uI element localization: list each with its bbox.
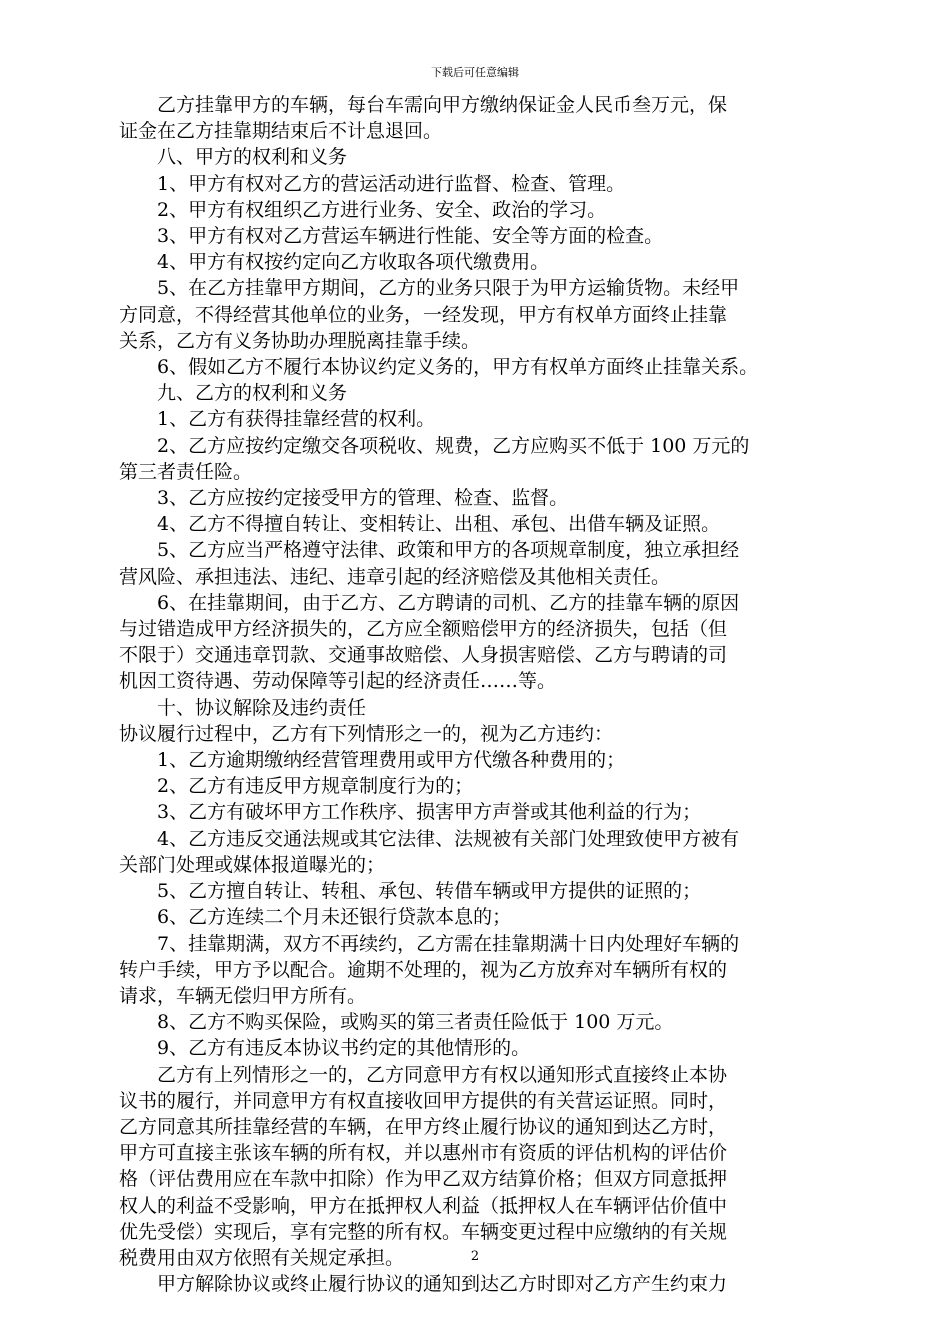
page-footer (0, 1249, 950, 1265)
text-line: 关部门处理或媒体报道曝光的； (119, 853, 386, 876)
text-line: 3、甲方有权对乙方营运车辆进行性能、安全等方面的检查。 (157, 225, 664, 248)
text-line: 不限于）交通违章罚款、交通事故赔偿、人身损害赔偿、乙方与聘请的司 (119, 644, 728, 667)
text-line: 证金在乙方挂靠期结束后不计息退回。 (119, 120, 443, 143)
text-line: 9、乙方有违反本协议书约定的其他情形的。 (157, 1037, 531, 1060)
text-line: 6、假如乙方不履行本协议约定义务的，甲方有权单方面终止挂靠关系。 (157, 356, 759, 379)
text-line: 乙方挂靠甲方的车辆，每台车需向甲方缴纳保证金人民币叁万元，保 (157, 94, 728, 116)
text-line: 优先受偿）实现后，享有完整的所有权。车辆变更过程中应缴纳的有关规 (119, 1220, 728, 1243)
text-line: 税费用由双方依照有关规定承担。 (119, 1246, 405, 1269)
text-line: 2、乙方应按约定缴交各项税收、规费，乙方应购买不低于 100 万元的 (157, 434, 750, 457)
page-header (0, 66, 950, 80)
text-line: 转户手续，甲方予以配合。逾期不处理的，视为乙方放弃对车辆所有权的 (119, 958, 728, 981)
text-line: 7、挂靠期满，双方不再续约，乙方需在挂靠期满十日内处理好车辆的 (157, 932, 740, 955)
text-line: 甲方可直接主张该车辆的所有权，并以惠州市有资质的评估机构的评估价 (119, 1142, 728, 1165)
text-line: 格（评估费用应在车款中扣除）作为甲乙双方结算价格；但双方同意抵押 (119, 1168, 728, 1191)
text-line: 4、甲方有权按约定向乙方收取各项代缴费用。 (157, 251, 550, 274)
text-line: 八、甲方的权利和义务 (157, 146, 348, 169)
page-number: 2 (470, 1249, 480, 1264)
text-line: 协议履行过程中，乙方有下列情形之一的，视为乙方违约： (119, 722, 614, 745)
text-line: 8、乙方不购买保险，或购买的第三者责任险低于 100 万元。 (157, 1011, 674, 1034)
text-line: 2、甲方有权组织乙方进行业务、安全、政治的学习。 (157, 198, 607, 221)
text-line: 1、甲方有权对乙方的营运活动进行监督、检查、管理。 (157, 172, 626, 195)
text-line: 1、乙方有获得挂靠经营的权利。 (157, 408, 436, 431)
text-line: 6、乙方连续二个月未还银行贷款本息的； (157, 906, 512, 929)
text-line: 机因工资待遇、劳动保障等引起的经济责任……等。 (119, 670, 557, 693)
text-line: 4、乙方违反交通法规或其它法律、法规被有关部门处理致使甲方被有 (157, 827, 740, 850)
text-line: 2、乙方有违反甲方规章制度行为的； (157, 775, 474, 798)
header-text: 下载后可任意编辑 (431, 66, 519, 79)
text-line: 九、乙方的权利和义务 (157, 382, 348, 405)
text-line: 第三者责任险。 (119, 460, 253, 483)
text-line: 3、乙方应按约定接受甲方的管理、检查、监督。 (157, 487, 569, 510)
text-line: 4、乙方不得擅自转让、变相转让、出租、承包、出借车辆及证照。 (157, 513, 721, 536)
text-line: 方同意，不得经营其他单位的业务，一经发现，甲方有权单方面终止挂靠 (119, 303, 728, 326)
text-line: 6、在挂靠期间，由于乙方、乙方聘请的司机、乙方的挂靠车辆的原因 (157, 591, 740, 614)
text-line: 请求，车辆无偿归甲方所有。 (119, 984, 367, 1007)
text-line: 营风险、承担违法、违纪、违章引起的经济赔偿及其他相关责任。 (119, 565, 671, 588)
text-line: 3、乙方有破坏甲方工作秩序、损害甲方声誉或其他利益的行为； (157, 801, 702, 824)
text-line: 十、协议解除及违约责任 (157, 696, 367, 719)
text-line: 5、在乙方挂靠甲方期间，乙方的业务只限于为甲方运输货物。未经甲 (157, 277, 740, 300)
text-line: 议书的履行，并同意甲方有权直接收回甲方提供的有关营运证照。同时， (119, 1089, 728, 1112)
text-line: 关系，乙方有义务协助办理脱离挂靠手续。 (119, 329, 481, 352)
text-line: 乙方有上列情形之一的，乙方同意甲方有权以通知形式直接终止本协 (157, 1063, 728, 1086)
text-line: 5、乙方应当严格遵守法律、政策和甲方的各项规章制度，独立承担经 (157, 539, 740, 562)
document-body (119, 92, 851, 1297)
text-line: 与过错造成甲方经济损失的，乙方应全额赔偿甲方的经济损失，包括（但 (119, 618, 728, 641)
text-line: 1、乙方逾期缴纳经营管理费用或甲方代缴各种费用的； (157, 749, 626, 772)
text-line: 权人的利益不受影响，甲方在抵押权人利益（抵押权人在车辆评估价值中 (119, 1194, 728, 1217)
text-line: 乙方同意其所挂靠经营的车辆，在甲方终止履行协议的通知到达乙方时， (119, 1115, 728, 1138)
text-line: 甲方解除协议或终止履行协议的通知到达乙方时即对乙方产生约束力 (157, 1273, 728, 1296)
text-line: 5、乙方擅自转让、转租、承包、转借车辆或甲方提供的证照的； (157, 880, 702, 903)
